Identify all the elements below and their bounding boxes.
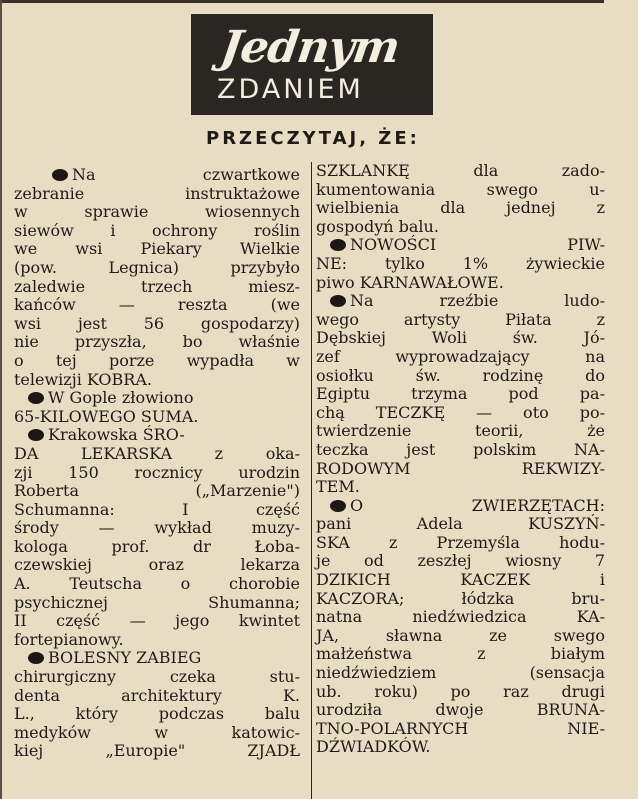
line-text: zji 150 rocznicy urodzin	[14, 462, 300, 482]
text-line	[14, 631, 300, 650]
text-line	[316, 460, 605, 479]
line-text: urodziła dwoje BRUNA-	[316, 700, 605, 720]
line-text: wsi jest 56 gospodarzy)	[14, 313, 300, 333]
text-line	[14, 594, 300, 613]
text-line	[316, 181, 605, 200]
line-text: gospodyń balu.	[316, 216, 439, 236]
text-line	[14, 575, 300, 594]
line-text: teczka jest polskim NA-	[316, 439, 605, 459]
line-text: JA, sławna ze swego	[316, 625, 605, 645]
text-line	[316, 608, 605, 627]
line-text: kumentowania swego u-	[316, 179, 605, 199]
text-line	[316, 627, 605, 646]
text-line	[316, 738, 605, 757]
bullet-icon	[52, 169, 68, 181]
line-text: zebranie instruktażowe	[14, 183, 300, 203]
text-line	[14, 649, 300, 668]
line-text: SKA z Przemyśla hodu-	[316, 532, 605, 552]
line-text: natna niedźwiedzica KA-	[316, 607, 605, 627]
line-text: II część — jego kwintet	[14, 611, 300, 631]
line-text: (pow. Legnica) przybyło	[14, 257, 300, 277]
text-line	[14, 222, 300, 241]
text-line	[316, 311, 605, 330]
text-line	[316, 199, 605, 218]
text-line	[316, 534, 605, 553]
text-line	[316, 645, 605, 664]
text-line	[14, 333, 300, 352]
text-line	[14, 352, 300, 371]
logo-caps-text: ZDANIEM	[217, 74, 364, 105]
text-line	[14, 445, 300, 464]
text-line	[14, 687, 300, 706]
line-text: NOWOŚCI PIW-	[350, 235, 605, 255]
line-text: pani Adela KUSZYŃ-	[316, 514, 605, 534]
text-line	[316, 236, 605, 255]
line-text: wego artysty Piłata z	[316, 309, 605, 329]
text-line	[14, 278, 300, 297]
text-line	[14, 464, 300, 483]
text-line	[316, 552, 605, 571]
text-line	[316, 292, 605, 311]
line-text: osiołku św. rodzinę do	[316, 365, 605, 385]
text-line	[14, 315, 300, 334]
line-text: Schumanna: I część	[14, 499, 300, 519]
line-text: A. Teutscha o chorobie	[14, 574, 300, 594]
text-line	[14, 612, 300, 631]
line-text: Egiptu trzyma pod pa-	[316, 384, 605, 404]
line-text: BOLESNY ZABIEG	[48, 648, 202, 668]
line-text: fortepianowy.	[14, 629, 124, 649]
line-text: L., który podczas balu	[14, 704, 300, 724]
line-text: Na rzeźbie ludo-	[350, 291, 605, 311]
line-text: Na czwartkowe	[72, 165, 300, 184]
column-divider	[311, 162, 312, 799]
text-line	[14, 259, 300, 278]
line-text: twierdzenie teorii, że	[316, 421, 605, 441]
line-text: o tej porze wypadła w	[14, 350, 300, 370]
text-line	[316, 385, 605, 404]
line-text: małżeństwa z białym	[316, 644, 605, 664]
text-line	[316, 590, 605, 609]
line-text: chirurgiczny czeka stu-	[14, 667, 300, 687]
text-line	[14, 742, 300, 761]
line-text: SZKLANKĘ dla zado-	[316, 161, 605, 180]
bullet-icon	[330, 295, 346, 307]
text-line	[14, 185, 300, 204]
line-text: DA LEKARSKA z oka-	[14, 443, 300, 463]
line-text: KACZORA; łódzka bru-	[316, 588, 605, 608]
line-text: nie przyszła, bo właśnie	[14, 332, 300, 352]
text-line	[14, 203, 300, 222]
line-text: TNO-POLARNYCH NIE-	[316, 718, 605, 738]
line-text: 65-KILOWEGO SUMA.	[14, 406, 199, 426]
line-text: kiej „Europie" ZJADŁ	[14, 741, 300, 761]
text-line	[14, 389, 300, 408]
line-text: zaledwie trzech miesz-	[14, 276, 300, 296]
line-text: czewskiej oraz lekarza	[14, 555, 300, 575]
line-text: W Gople złowiono	[48, 388, 194, 408]
text-line	[316, 218, 605, 237]
line-text: DŹWIADKÓW.	[316, 737, 431, 757]
text-line	[316, 571, 605, 590]
text-line	[316, 683, 605, 702]
text-line	[14, 296, 300, 315]
line-text: DZIKICH KACZEK i	[316, 570, 605, 590]
section-heading: PRZECZYTAJ, ŻE:	[206, 128, 420, 149]
line-text: ub. roku) po raz drugi	[316, 681, 605, 701]
line-text: chą TECZKĘ — oto po-	[316, 402, 605, 422]
line-text: piwo KARNAWAŁOWE.	[316, 272, 504, 292]
text-line	[14, 724, 300, 743]
text-line	[14, 408, 300, 427]
line-text: je od zeszłej wiosny 7	[316, 551, 605, 571]
text-line	[316, 274, 605, 293]
bullet-icon	[28, 392, 44, 404]
text-line	[14, 240, 300, 259]
text-line	[14, 426, 300, 445]
line-text: zef wyprowadzający na	[316, 346, 605, 366]
left-column	[14, 166, 300, 761]
text-line	[14, 556, 300, 575]
line-text: we wsi Piekary Wielkie	[14, 239, 300, 259]
line-text: siewów i ochrony roślin	[14, 220, 300, 240]
line-text: psychicznej Shumanna;	[14, 592, 300, 612]
text-line	[316, 497, 605, 516]
text-line	[316, 255, 605, 274]
text-line	[14, 519, 300, 538]
text-line	[316, 422, 605, 441]
line-text: TEM.	[316, 477, 360, 497]
line-text: RODOWYM REKWIZY-	[316, 458, 605, 478]
text-line	[316, 367, 605, 386]
text-line	[14, 166, 300, 185]
text-line	[14, 501, 300, 520]
line-text: NE: tylko 1% żywieckie	[316, 253, 605, 273]
line-text: kologa prof. dr Łoba-	[14, 536, 300, 556]
text-line	[14, 371, 300, 390]
bullet-icon	[28, 429, 44, 441]
line-text: niedźwiedziem (sensacja	[316, 663, 605, 683]
column-logo	[191, 14, 433, 115]
text-line	[316, 348, 605, 367]
line-text: środy — wykład muzy-	[14, 518, 300, 538]
bullet-icon	[330, 500, 346, 512]
bullet-icon	[330, 239, 346, 251]
text-line	[316, 664, 605, 683]
text-line	[316, 404, 605, 423]
line-text: medyków w katowic-	[14, 722, 300, 742]
text-line	[316, 329, 605, 348]
text-line	[316, 515, 605, 534]
text-line	[14, 482, 300, 501]
text-line	[316, 701, 605, 720]
top-rule	[0, 0, 604, 3]
line-text: kańców — reszta (we	[14, 295, 300, 315]
logo-script-text: Jednym	[217, 22, 403, 73]
text-line	[316, 478, 605, 497]
text-line	[14, 668, 300, 687]
right-column	[316, 162, 605, 757]
line-text: O ZWIERZĘTACH:	[350, 495, 605, 515]
line-text: Roberta („Marzenie")	[14, 481, 300, 501]
text-line	[14, 705, 300, 724]
bullet-icon	[28, 652, 44, 664]
line-text: wielbienia dla jednej z	[316, 198, 605, 218]
line-text: w sprawie wiosennych	[14, 202, 300, 222]
text-line	[316, 162, 605, 181]
text-line	[316, 720, 605, 739]
left-margin-rule	[0, 0, 2, 799]
line-text: telewizji KOBRA.	[14, 369, 152, 389]
line-text: Dębskiej Woli św. Jó-	[316, 328, 605, 348]
text-line	[316, 441, 605, 460]
text-line	[14, 538, 300, 557]
line-text: denta architektury K.	[14, 685, 300, 705]
line-text: Krakowska ŚRO-	[48, 425, 185, 445]
